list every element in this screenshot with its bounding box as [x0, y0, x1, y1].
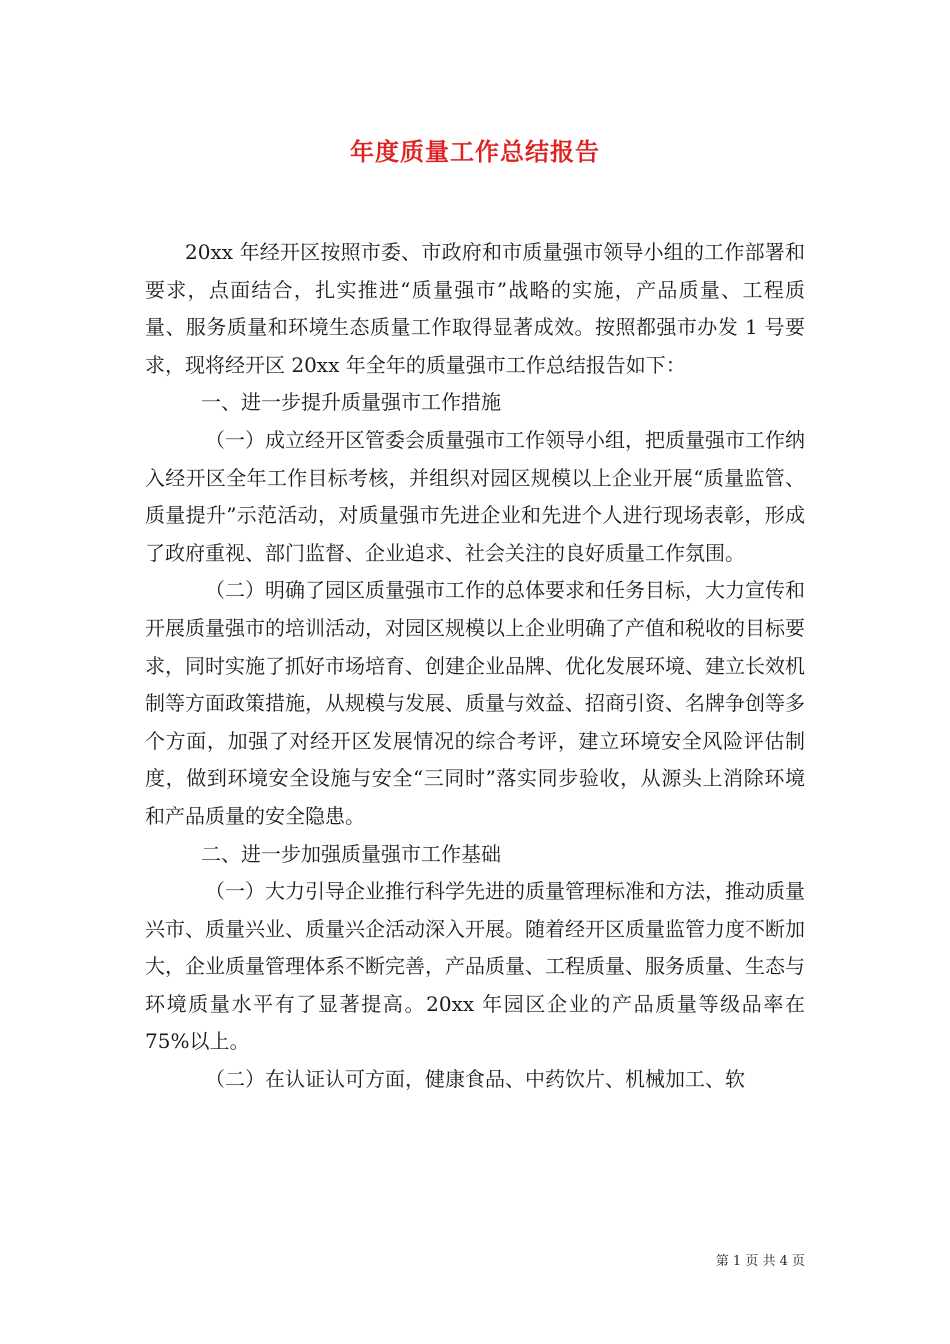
- section-heading-1: 一、进一步提升质量强市工作措施: [201, 390, 501, 415]
- paragraph-2-2: （二）在认证认可方面，健康食品、中药饮片、机械加工、软: [205, 1067, 745, 1092]
- paragraph-1-1: （一）成立经开区管委会质量强市工作领导小组，把质量强市工作纳入经开区全年工作目标考核，并组织对园区规模以上企业开展“质量监管、质量提升”示范活动，对质量强市先进企业和先进个人进行现场表彰，形成了政府重视、部门监督、企业追求、社会关注的良好质量工作氛围。: [145, 427, 805, 565]
- page-number: 第 1 页 共 4 页: [715, 1254, 805, 1269]
- paragraph-1-2: （二）明确了园区质量强市工作的总体要求和任务目标，大力宣传和开展质量强市的培训活动，对园区规模以上企业明确了产值和税收的目标要求，同时实施了抓好市场培育、创建企业品牌、优化发展环境、建立长效机制等方面政策措施，从规模与发展、质量与效益、招商引资、名牌争创等多个方面，加强了对经开区发展情况的综合考评，建立环境安全风险评估制度，做到环境安全设施与安全“三同时”落实同步验收，从源头上消除环境和产品质量的安全隐患。: [145, 578, 805, 828]
- document-body: [145, 234, 805, 1099]
- paragraph-2-1: （一）大力引导企业推行科学先进的质量管理标准和方法，推动质量兴市、质量兴业、质量兴企活动深入开展。随着经开区质量监管力度不断加大，企业质量管理体系不断完善，产品质量、工程质量、服务质量、生态与环境质量水平有了显著提高。20xx 年园区企业的产品质量等级品率在 75%以上。: [145, 879, 805, 1054]
- paragraph-intro: 20xx 年经开区按照市委、市政府和市质量强市领导小组的工作部署和要求，点面结合，扎实推进“质量强市”战略的实施，产品质量、工程质量、服务质量和环境生态质量工作取得显著成效。按照都强市办发 1 号要求，现将经开区 20xx 年全年的质量强市工作总结报告如下：: [145, 240, 805, 377]
- document-title: 年度质量工作总结报告: [350, 137, 600, 166]
- section-heading-2: 二、进一步加强质量强市工作基础: [201, 841, 501, 866]
